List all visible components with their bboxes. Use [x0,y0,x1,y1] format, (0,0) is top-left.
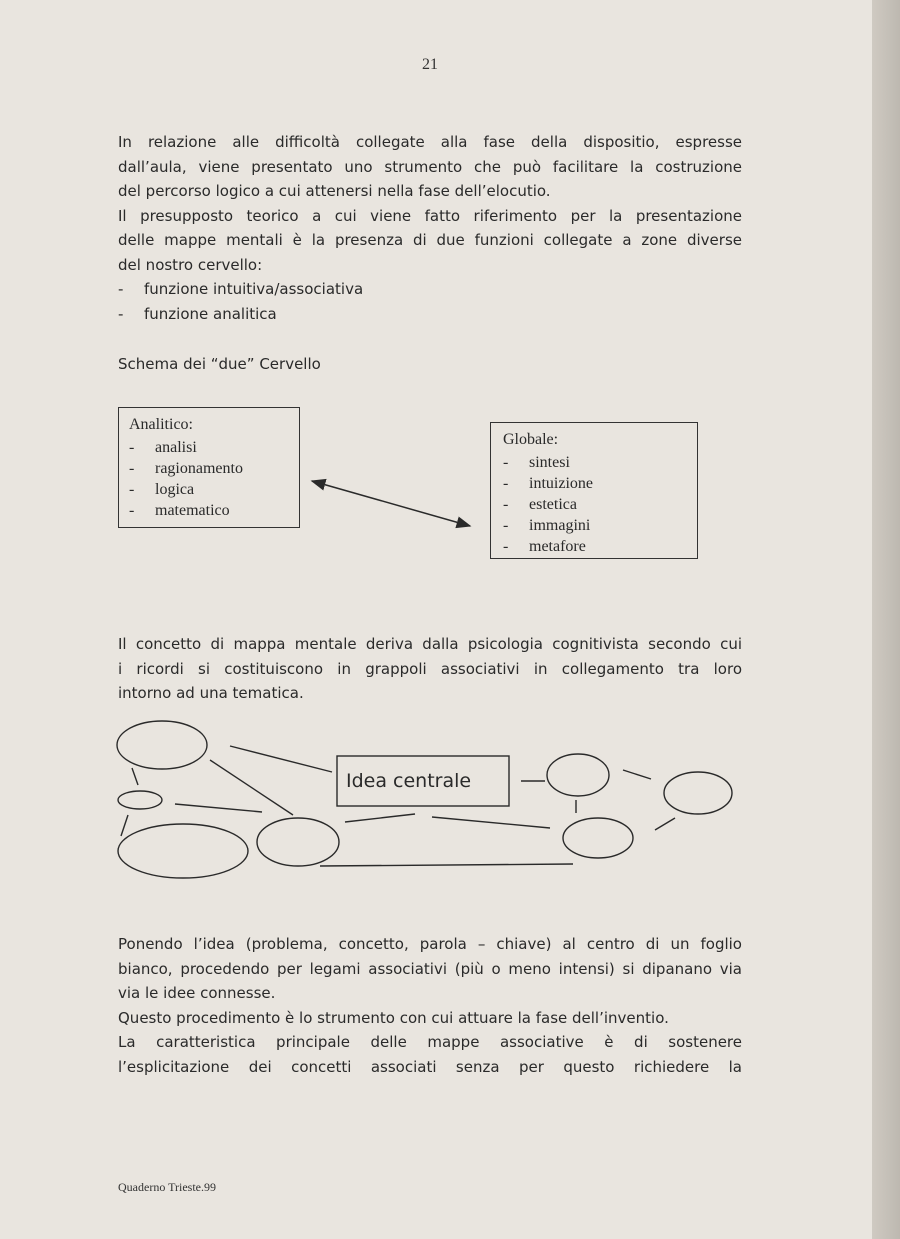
text-line: In relazione alle difficoltà collegate alla fase della dispositio, espresse [118,133,742,151]
list-dash: - [503,517,509,534]
list-dash: - [503,538,509,555]
list-dash: - [129,481,135,498]
text-line: via le idee connesse. [118,984,276,1002]
globale-title: Globale: [503,431,559,448]
idea-bubble [118,791,162,809]
page-number: 21 [422,56,438,73]
list-dash: - [118,305,124,323]
idea-bubble [563,818,633,858]
connector-line [210,760,293,815]
globale-item-text: sintesi [529,454,570,471]
connector-line [345,814,415,822]
connector-line [121,815,128,836]
list-item-text: funzione analitica [144,305,277,323]
idea-bubble [257,818,339,866]
text-line: Ponendo l’idea (problema, concetto, parola – chiave) al centro di un foglio [118,935,742,953]
list-dash: - [503,496,509,513]
connector-line [320,864,573,866]
idea-bubble [117,721,207,769]
text-line: l’esplicitazione dei concetti associati senza per questo richiedere la [118,1057,742,1076]
list-dash: - [503,475,509,492]
connector-line [432,817,550,828]
page-footer: Quaderno Trieste.99 [118,1180,216,1194]
idea-bubble [664,772,732,814]
analitico-item-text: matematico [155,502,230,519]
text-line: intorno ad una tematica. [118,684,304,702]
list-dash: - [129,502,135,519]
list-dash: - [129,439,135,456]
text-line: delle mappe mentali è la presenza di due funzioni collegate a zone diverse [118,231,742,249]
globale-item-text: intuizione [529,475,593,492]
connector-line [132,768,138,785]
globale-item-text: metafore [529,538,586,555]
text-line: del percorso logico a cui attenersi nella fase dell’elocutio. [118,182,551,200]
central-idea-label: Idea centrale [346,770,472,792]
connector-line [175,804,262,812]
connector-line [230,746,332,772]
text-line: Il concetto di mappa mentale deriva dalla psicologia cognitivista secondo cui [118,635,742,653]
list-dash: - [118,280,124,298]
text-line: Questo procedimento è lo strumento con cui attuare la fase dell’inventio. [118,1008,669,1027]
text-line: i ricordi si costituiscono in grappoli associativi in collegamento tra loro [118,659,742,678]
text-line: Il presupposto teorico a cui viene fatto riferimento per la presentazione [118,206,742,225]
text-line: dall’aula, viene presentato uno strumento che può facilitare la costruzione [118,157,742,176]
schema-title: Schema dei “due” Cervello [118,355,321,373]
list-dash: - [129,460,135,477]
closing-paragraph [118,932,742,1079]
idea-bubble [118,824,248,878]
connector-line [655,818,675,830]
analitico-item-text: logica [155,481,195,498]
list-dash: - [503,454,509,471]
analitico-title: Analitico: [129,416,193,433]
analitico-item-text: ragionamento [155,460,243,477]
globale-item-text: immagini [529,517,591,534]
analitico-item-text: analisi [155,439,197,456]
list-item-text: funzione intuitiva/associativa [144,280,364,298]
text-line: del nostro cervello: [118,255,263,274]
globale-item-text: estetica [529,496,577,513]
text-line: bianco, procedendo per legami associativi (più o meno intensi) si dipanano via [118,959,742,978]
connector-line [623,770,651,779]
text-line: La caratteristica principale delle mappe associative è di sostenere [118,1033,742,1051]
idea-bubble [547,754,609,796]
